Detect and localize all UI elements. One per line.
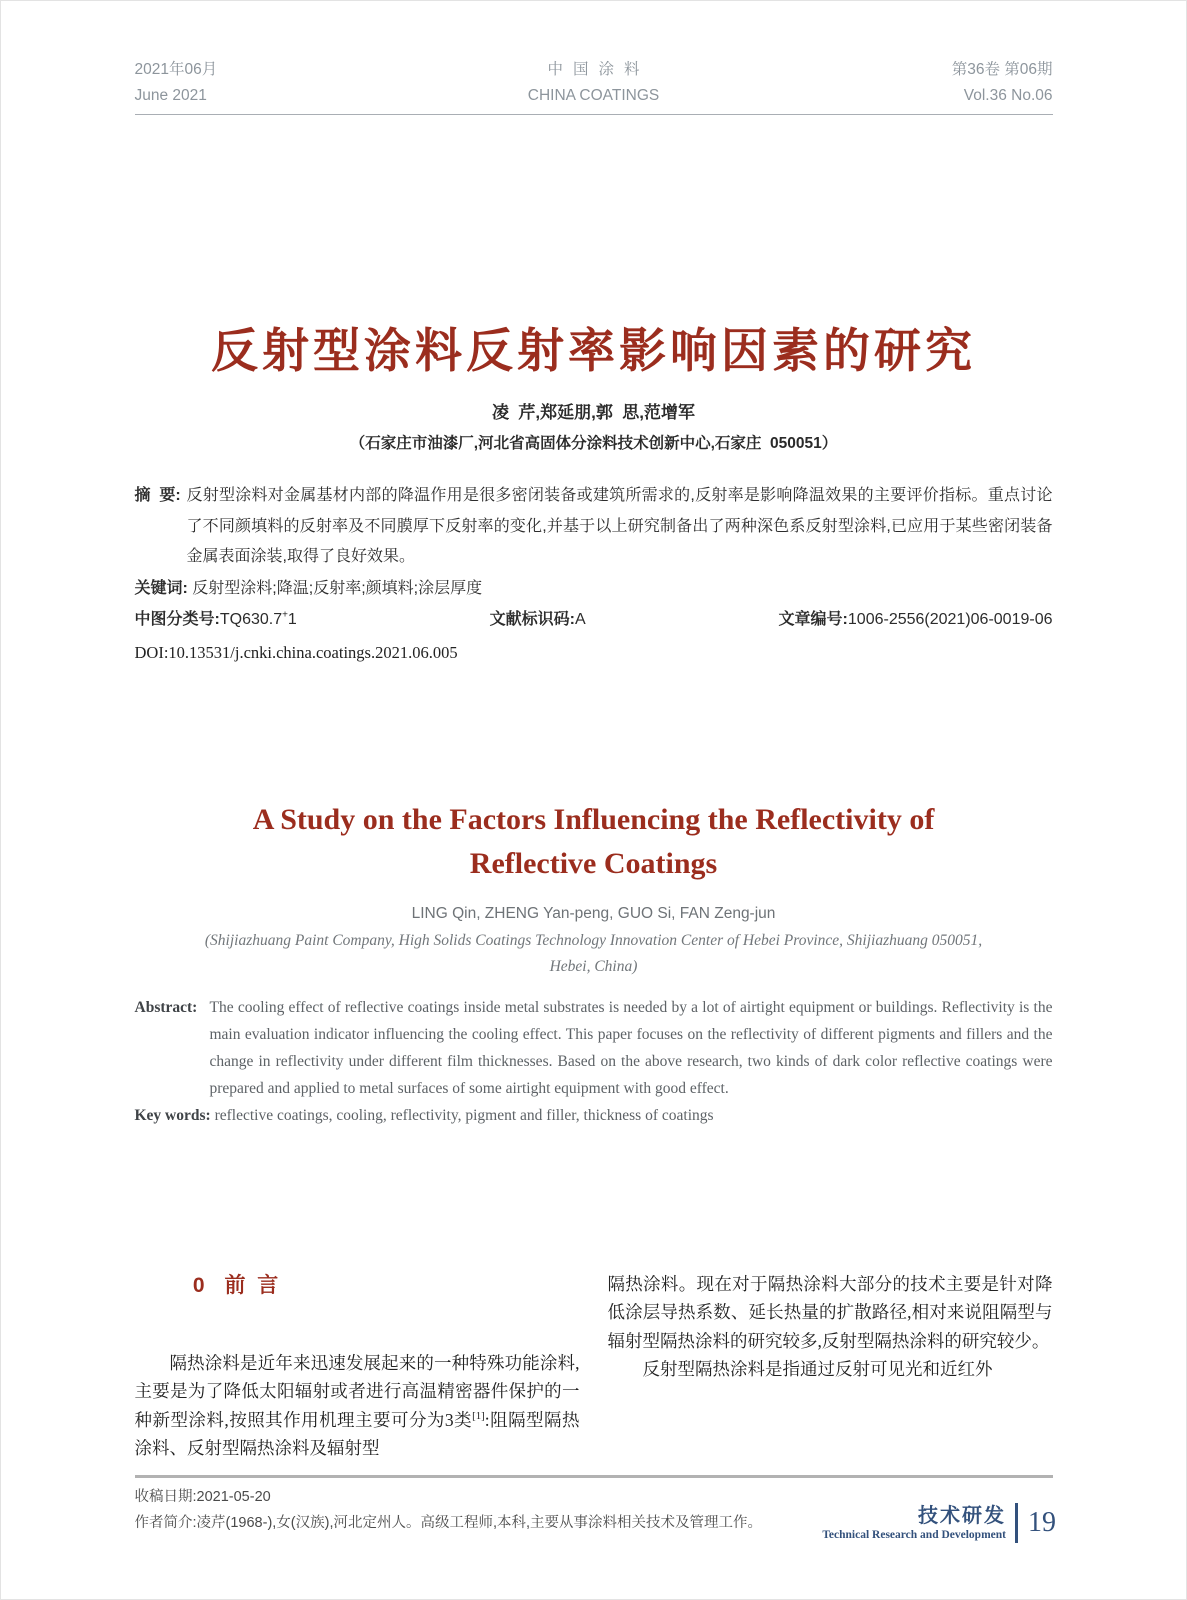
issue-info-en: Vol.36 No.06 (963, 87, 1053, 104)
article-title-en-line2: Reflective Coatings (469, 846, 718, 880)
abstract-label-cn: 摘 要: (134, 487, 181, 504)
section-heading (135, 1247, 580, 1325)
header-date-en: June 2021 (134, 87, 207, 104)
body-column-left (135, 1247, 580, 1463)
intro-left-text: 隔热涂料是近年来迅速发展起来的一种特殊功能涂料,主要是为了降低太阳辐射或者进行高温精密器件保护的一种新型涂料,按照其作用机理主要可分为3类 (134, 1352, 580, 1430)
header-date (135, 57, 528, 109)
abstract-text-en: The cooling effect of reflective coatings inside metal substrates is needed by a lot of airtight equipment or buildings. Reflectivity is the main evaluation indicator influencing the cooling effect. This paper focuses on the reflectivity of different pigments and fillers and the change in reflectivity under different film thicknesses. Based on the above research, two kinds of dark color reflective coatings were prepared and applied to metal surfaces of some airtight equipment with good effect. (209, 998, 1053, 1097)
footer-section (822, 1504, 1006, 1543)
affiliation-cn: （石家庄市油漆厂,河北省高固体分涂料技术创新中心,石家庄 050051） (349, 435, 838, 452)
abstract-cn (135, 481, 1053, 573)
article-title-en (135, 798, 1053, 886)
chinese-meta-block (135, 481, 1053, 668)
keywords-text-en: reflective coatings, cooling, reflectivity, pigment and filler, thickness of coatings (214, 1106, 714, 1124)
journal-header (135, 1, 1053, 115)
article-id (779, 605, 1053, 635)
article-title-cn: 反射型涂料反射率影响因素的研究 (211, 324, 976, 377)
page-footer (822, 1503, 1056, 1543)
article-id-value: 1006-2556(2021)06-0019-06 (847, 610, 1053, 628)
page-number: 19 (1028, 1507, 1056, 1538)
footer-section-cn: 技术研发 (918, 1504, 1006, 1527)
header-date-cn: 2021年06月 (134, 61, 218, 78)
affiliation-en-line2: Hebei, China) (549, 957, 638, 975)
keywords-en (135, 1102, 1053, 1129)
doc-code (490, 605, 586, 635)
citation-1: [1] (472, 1409, 485, 1422)
body-column-right (608, 1247, 1053, 1463)
intro-paragraph-left (135, 1349, 580, 1463)
keywords-label-cn: 关键词: (134, 579, 188, 597)
keywords-text-cn: 反射型涂料;降温;反射率;颜填料;涂层厚度 (192, 579, 483, 597)
doi: DOI:10.13531/j.cnki.china.coatings.2021.06.005 (134, 642, 458, 662)
intro-paragraph-right-1: 隔热涂料。现在对于隔热涂料大部分的技术主要是针对降低涂层导热系数、延长热量的扩散路径,相对来说阻隔型与辐射型隔热涂料的研究较多,反射型隔热涂料的研究较少。 (607, 1273, 1053, 1351)
footer-section-en: Technical Research and Development (822, 1528, 1006, 1541)
clc-superscript: + (282, 609, 288, 621)
footer-divider (1015, 1503, 1018, 1543)
footnote-rule (135, 1475, 1053, 1478)
journal-name-cn: 中国涂料 (547, 61, 650, 78)
issue-info (659, 57, 1052, 109)
bio-label: 作者简介: (134, 1515, 197, 1532)
keywords-label-en: Key words: (134, 1106, 211, 1124)
abstract-label-en: Abstract: (134, 998, 198, 1016)
intro-paragraph-right-2: 反射型隔热涂料是指通过反射可见光和近红外 (642, 1359, 993, 1380)
section-number: 0 (192, 1273, 205, 1297)
classification-row (135, 605, 1053, 635)
abstract-en (135, 994, 1053, 1102)
clc-value: TQ630.7 (219, 610, 283, 628)
clc-value-tail: 1 (287, 610, 297, 628)
clc-label: 中图分类号: (134, 610, 220, 628)
keywords-cn (135, 575, 1053, 603)
journal-name (528, 57, 659, 109)
section-title: 前 言 (224, 1273, 279, 1297)
issue-info-cn: 第36卷 第06期 (951, 61, 1053, 78)
abstract-text-cn: 反射型涂料对金属基材内部的降温作用是很多密闭装备或建筑所需求的,反射率是影响降温效果的主要评价指标。重点讨论了不同颜填料的反射率及不同膜厚下反射率的变化,并基于以上研究制备出了两种深色系反射型涂料,已应用于某些密闭装备金属表面涂装,取得了良好效果。 (186, 487, 1053, 565)
received-label: 收稿日期: (134, 1488, 197, 1505)
article-id-label: 文章编号: (778, 610, 848, 628)
intro-left-text-tail: :阻隔型隔热涂料、反射型隔热涂料及辐射型 (134, 1409, 580, 1459)
journal-name-en: CHINA COATINGS (527, 87, 660, 104)
clc-number (135, 605, 297, 635)
received-date: 2021-05-20 (196, 1488, 271, 1505)
article-title-en-line1: A Study on the Factors Influencing the Reflectivity of (252, 802, 935, 836)
affiliation-en-line1: (Shijiazhuang Paint Company, High Solids Coatings Technology Innovation Center of Hebei Province, Shijiazhuang 050051, (204, 931, 983, 949)
body-two-column (135, 1247, 1053, 1463)
bio-text: 凌芹(1968-),女(汉族),河北定州人。高级工程师,本科,主要从事涂料相关技术及管理工作。 (196, 1515, 763, 1532)
affiliation-en (135, 928, 1053, 980)
authors-en: LING Qin, ZHENG Yan-peng, GUO Si, FAN Zeng-jun (411, 904, 776, 922)
doc-code-label: 文献标识码: (489, 610, 576, 628)
doc-code-value: A (575, 610, 586, 628)
authors-cn: 凌 芹,郑延朋,郭 思,范增军 (491, 403, 696, 422)
